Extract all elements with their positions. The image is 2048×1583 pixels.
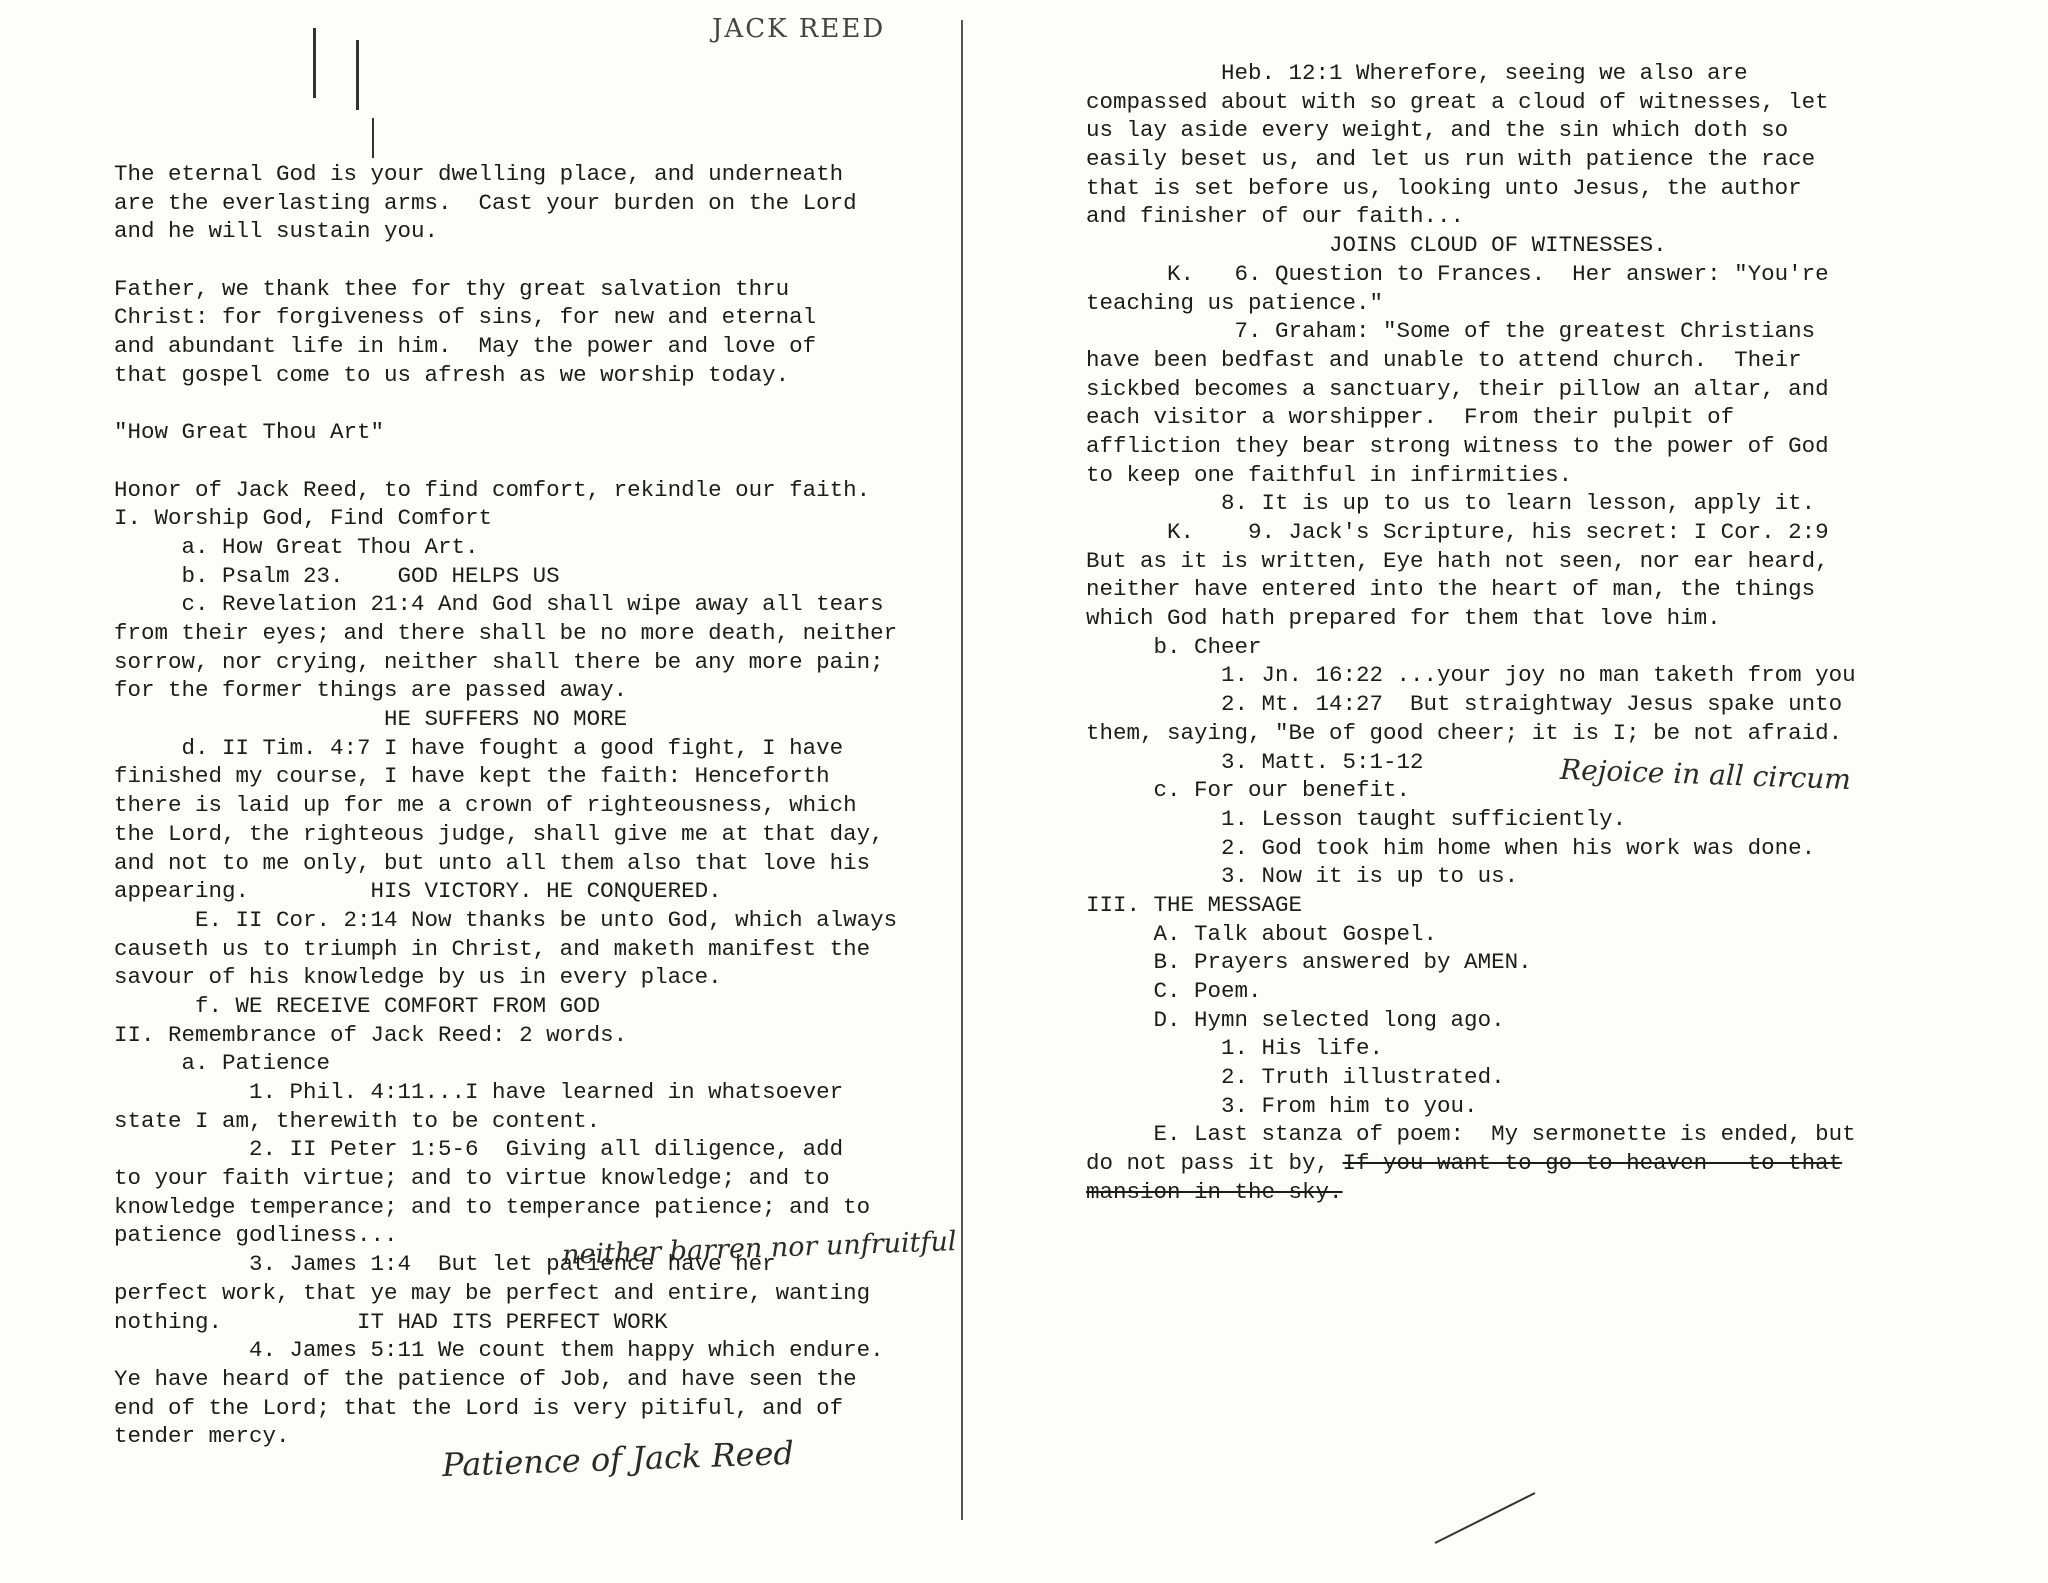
right-text-line: them, saying, "Be of good cheer; it is I; be not afraid. [1086, 719, 1843, 746]
left-text-line: are the everlasting arms. Cast your burden on the Lord [114, 189, 857, 216]
margin-ink-mark [313, 28, 316, 98]
left-text-line: the Lord, the righteous judge, shall give me at that day, [114, 820, 884, 847]
margin-ink-mark [356, 40, 359, 110]
left-text-line [114, 390, 897, 419]
left-text-line: Father, we thank thee for thy great salvation thru [114, 275, 790, 302]
left-text-line: II. Remembrance of Jack Reed: 2 words. [114, 1021, 628, 1048]
right-text-line: K. 9. Jack's Scripture, his secret: I Cor. 2:9 [1086, 519, 1829, 545]
right-text-line: 8. It is up to us to learn lesson, apply it. [1086, 490, 1816, 517]
left-text-line: to your faith virtue; and to virtue knowledge; and to [114, 1165, 830, 1192]
left-text-line: patience godliness... [114, 1222, 398, 1249]
right-text-line: JOINS CLOUD OF WITNESSES. [1086, 232, 1667, 259]
column-divider [961, 20, 963, 1520]
right-text-line: sickbed becomes a sanctuary, their pillow an altar, and [1086, 375, 1829, 402]
left-text-line: 3. James 1:4 But let patience have her [114, 1251, 776, 1278]
right-text-line: that is set before us, looking unto Jesus, the author [1086, 174, 1802, 201]
right-text-line: III. THE MESSAGE [1086, 891, 1303, 918]
right-handwritten-note1: Rejoice in all circum [1559, 752, 1852, 797]
right-text-line: 1. Lesson taught sufficiently. [1086, 805, 1627, 832]
left-text-line: for the former things are passed away. [114, 677, 628, 704]
right-text-line: 2. Mt. 14:27 But straightway Jesus spake unto [1086, 691, 1843, 718]
margin-ink-mark [372, 118, 374, 158]
right-text-line: neither have entered into the heart of man, the things [1086, 576, 1816, 603]
left-text-line: from their eyes; and there shall be no more death, neither [114, 620, 898, 646]
right-text-line: affliction they bear strong witness to the power of God [1086, 432, 1829, 459]
stray-pen-stroke [1430, 1488, 1540, 1548]
right-text-line: do not pass it by, If you want to go to heaven - to that [1086, 1150, 1843, 1177]
right-text-line: easily beset us, and let us run with patience the race [1086, 146, 1816, 173]
left-text-line: Honor of Jack Reed, to find comfort, rekindle our faith. [114, 476, 871, 503]
right-text-line: 3. Now it is up to us. [1086, 863, 1519, 890]
right-text-line: us lay aside every weight, and the sin which doth so [1086, 117, 1789, 144]
right-text-line: B. Prayers answered by AMEN. [1086, 949, 1532, 976]
left-text-line: perfect work, that ye may be perfect and entire, wanting [114, 1279, 871, 1306]
right-text-line: 7. Graham: "Some of the greatest Christians [1086, 318, 1816, 345]
left-text-line: E. II Cor. 2:14 Now thanks be unto God, which always [114, 906, 898, 933]
left-text-line: and not to me only, but unto all them also that love his [114, 849, 871, 876]
left-handwritten-note1: neither barren nor unfruitful [561, 1226, 957, 1271]
right-text-line: to keep one faithful in infirmities. [1086, 461, 1573, 488]
left-text-line: state I am, therewith to be content. [114, 1107, 601, 1134]
right-text-line: teaching us patience." [1086, 289, 1384, 316]
right-text-line: 3. From him to you. [1086, 1092, 1478, 1119]
left-text-line: Christ: for forgiveness of sins, for new and eternal [114, 304, 817, 331]
right-text-line: have been bedfast and unable to attend church. Their [1086, 346, 1802, 373]
right-text-line: D. Hymn selected long ago. [1086, 1006, 1505, 1033]
right-text-line: b. Cheer [1086, 633, 1262, 660]
left-text-line: f. WE RECEIVE COMFORT FROM GOD [114, 992, 601, 1019]
right-text-line: c. For our benefit. [1086, 777, 1411, 804]
left-text-line [114, 447, 897, 476]
left-text-line: that gospel come to us afresh as we worship today. [114, 361, 790, 388]
left-text-line: and abundant life in him. May the power and love of [114, 333, 817, 360]
left-text-line: nothing. IT HAD ITS PERFECT WORK [114, 1308, 668, 1335]
left-text-line [114, 246, 897, 275]
left-text-line: appearing. HIS VICTORY. HE CONQUERED. [114, 878, 722, 905]
left-text-line: knowledge temperance; and to temperance patience; and to [114, 1193, 871, 1220]
right-text-line: A. Talk about Gospel. [1086, 920, 1438, 947]
right-text-line: which God hath prepared for them that love him. [1086, 605, 1721, 632]
left-text-line: "How Great Thou Art" [114, 419, 385, 446]
left-text-line: and he will sustain you. [114, 218, 439, 245]
left-text-line: 4. James 5:11 We count them happy which endure. [114, 1337, 884, 1364]
left-text-line: a. Patience [114, 1050, 331, 1077]
right-text-line: C. Poem. [1086, 978, 1262, 1004]
left-text-line: c. Revelation 21:4 And God shall wipe away all tears [114, 591, 884, 618]
right-text-line: each visitor a worshipper. From their pulpit of [1086, 404, 1735, 431]
right-column-text [1086, 59, 1856, 1207]
right-text-line: 1. His life. [1086, 1035, 1384, 1062]
left-text-line: there is laid up for me a crown of righteousness, which [114, 792, 857, 819]
right-text-line: mansion in the sky. [1086, 1178, 1343, 1205]
right-text-line: Heb. 12:1 Wherefore, seeing we also are [1086, 60, 1748, 86]
left-handwritten-note2: Patience of Jack Reed [441, 1433, 795, 1485]
right-text-line: 2. God took him home when his work was done. [1086, 834, 1816, 861]
left-text-line: 2. II Peter 1:5-6 Giving all diligence, add [114, 1136, 844, 1163]
left-text-line: The eternal God is your dwelling place, and underneath [114, 161, 844, 187]
right-text-line: But as it is written, Eye hath not seen, nor ear heard, [1086, 547, 1829, 574]
left-text-line: causeth us to triumph in Christ, and maketh manifest the [114, 935, 871, 962]
right-text-line: and finisher of our faith... [1086, 203, 1465, 230]
left-text-line: Ye have heard of the patience of Job, and have seen the [114, 1365, 857, 1392]
right-text-line: 3. Matt. 5:1-12 [1086, 748, 1424, 775]
left-text-line: savour of his knowledge by us in every place. [114, 964, 722, 991]
right-text-line: E. Last stanza of poem: My sermonette is ended, but [1086, 1121, 1856, 1148]
right-text-line: 1. Jn. 16:22 ...your joy no man taketh from you [1086, 662, 1856, 689]
left-text-line: I. Worship God, Find Comfort [114, 505, 493, 532]
left-text-line: a. How Great Thou Art. [114, 533, 479, 560]
left-text-line: HE SUFFERS NO MORE [114, 706, 628, 733]
left-text-line: d. II Tim. 4:7 I have fought a good fight, I have [114, 734, 844, 761]
left-text-line: end of the Lord; that the Lord is very pitiful, and of [114, 1394, 844, 1421]
left-text-line: b. Psalm 23. GOD HELPS US [114, 562, 560, 589]
struck-text: If you want to go to heaven - to that [1342, 1150, 1843, 1177]
left-text-line: sorrow, nor crying, neither shall there be any more pain; [114, 648, 884, 675]
header-handwritten-name: JACK REED [712, 14, 886, 44]
left-text-line: finished my course, I have kept the faith: Henceforth [114, 763, 830, 790]
right-text-line: compassed about with so great a cloud of witnesses, let [1086, 88, 1829, 115]
right-text-line: 2. Truth illustrated. [1086, 1064, 1505, 1091]
right-text-line: K. 6. Question to Frances. Her answer: "You're [1086, 260, 1829, 287]
left-text-line: 1. Phil. 4:11...I have learned in whatsoever [114, 1079, 844, 1105]
left-text-line: tender mercy. [114, 1423, 290, 1450]
